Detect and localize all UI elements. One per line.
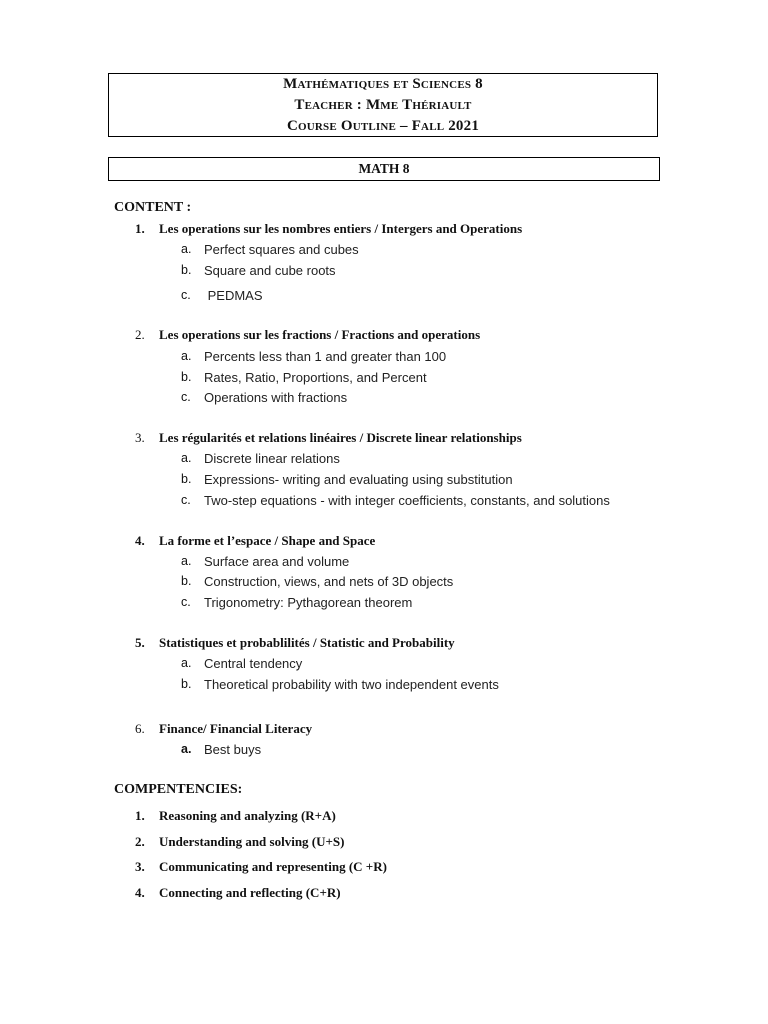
subtopic-letter: c. bbox=[181, 493, 191, 507]
subtopic-text: Best buys bbox=[204, 742, 262, 757]
subtopic-letter: c. bbox=[181, 390, 191, 404]
subtopic-text: Surface area and volume bbox=[204, 554, 350, 569]
content-heading: CONTENT : bbox=[114, 200, 192, 215]
content-number: 6. bbox=[135, 721, 145, 736]
header-outline-term: Course Outline – Fall 2021 bbox=[286, 117, 480, 134]
content-number: 2. bbox=[135, 327, 145, 342]
subtopic-letter: b. bbox=[181, 370, 192, 384]
content-number: 3. bbox=[135, 430, 145, 445]
subtopic-letter: b. bbox=[181, 574, 192, 588]
subtopic-letter: a. bbox=[181, 554, 192, 568]
competency-text: Understanding and solving (U+S) bbox=[159, 834, 345, 849]
subtopic-text: Perfect squares and cubes bbox=[204, 242, 359, 257]
subtopic-text: PEDMAS bbox=[204, 288, 263, 303]
content-topic-title: Statistiques et probablilités / Statistic and Probability bbox=[159, 635, 455, 650]
subtopic-letter: b. bbox=[181, 263, 192, 277]
subtopic-text: Theoretical probability with two independent events bbox=[204, 677, 499, 692]
competencies-heading: COMPENTENCIES: bbox=[114, 782, 243, 797]
subtopic-letter: c. bbox=[181, 288, 191, 302]
document-header bbox=[108, 73, 658, 137]
subtopic-text: Rates, Ratio, Proportions, and Percent bbox=[204, 370, 427, 385]
subtopic-letter: b. bbox=[181, 677, 192, 691]
content-number: 4. bbox=[135, 533, 145, 548]
subtopic-letter: a. bbox=[181, 349, 192, 363]
subtopic-letter: a. bbox=[181, 742, 192, 756]
subject-title-box bbox=[108, 157, 660, 181]
content-number: 1. bbox=[135, 221, 145, 236]
competency-number: 1. bbox=[135, 808, 145, 823]
subtopic-text: Central tendency bbox=[204, 656, 303, 671]
header-course-title: Mathématiques et Sciences 8 bbox=[283, 75, 483, 92]
subtopic-text: Expressions- writing and evaluating using substitution bbox=[204, 472, 513, 487]
competency-number: 4. bbox=[135, 885, 145, 900]
content-topic-title: Les operations sur les nombres entiers / Intergers and Operations bbox=[159, 221, 523, 236]
content-topic-title: Les operations sur les fractions / Fractions and operations bbox=[159, 327, 481, 342]
header-teacher: Teacher : Mme Thériault bbox=[294, 96, 472, 113]
subtopic-text: Trigonometry: Pythagorean theorem bbox=[204, 595, 413, 610]
subtopic-text: Square and cube roots bbox=[204, 263, 336, 278]
subtopic-letter: a. bbox=[181, 242, 192, 256]
subject-title: MATH 8 bbox=[358, 161, 410, 176]
competency-text: Reasoning and analyzing (R+A) bbox=[159, 808, 336, 823]
competency-text: Communicating and representing (C +R) bbox=[159, 859, 387, 874]
subtopic-text: Two-step equations - with integer coefficients, constants, and solutions bbox=[204, 493, 610, 508]
content-topic-title: La forme et l’espace / Shape and Space bbox=[159, 533, 376, 548]
competency-text: Connecting and reflecting (C+R) bbox=[159, 885, 341, 900]
subtopic-letter: a. bbox=[181, 451, 192, 465]
subtopic-text: Operations with fractions bbox=[204, 390, 348, 405]
content-topic-title: Les régularités et relations linéaires / Discrete linear relationships bbox=[159, 430, 522, 445]
subtopic-letter: c. bbox=[181, 595, 191, 609]
competency-number: 3. bbox=[135, 859, 145, 874]
content-topic-title: Finance/ Financial Literacy bbox=[159, 721, 313, 736]
subtopic-text: Percents less than 1 and greater than 100 bbox=[204, 349, 447, 364]
subtopic-letter: a. bbox=[181, 656, 192, 670]
subtopic-text: Discrete linear relations bbox=[204, 451, 340, 466]
subtopic-text: Construction, views, and nets of 3D objects bbox=[204, 574, 454, 589]
content-number: 5. bbox=[135, 635, 145, 650]
subtopic-letter: b. bbox=[181, 472, 192, 486]
competency-number: 2. bbox=[135, 834, 145, 849]
